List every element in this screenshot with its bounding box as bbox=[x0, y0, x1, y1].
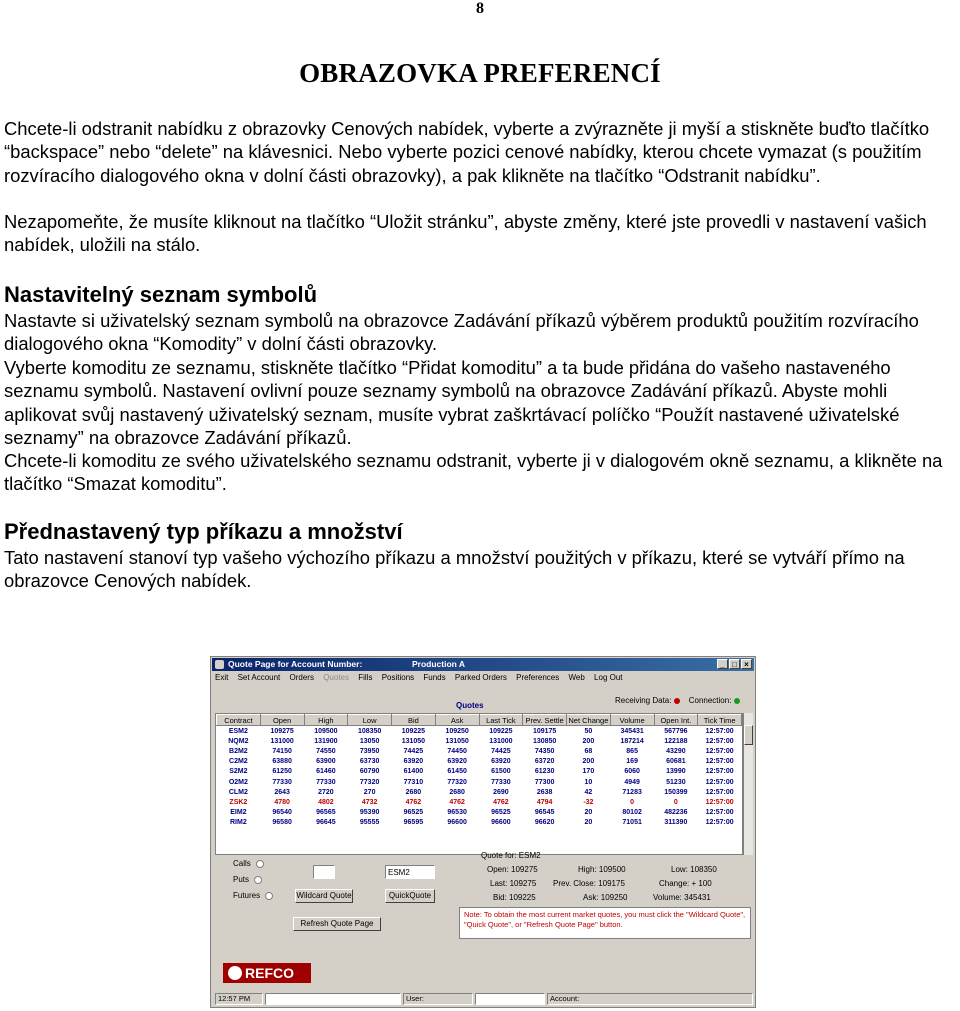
table-cell: 63720 bbox=[534, 758, 555, 766]
table-cell: 96620 bbox=[534, 819, 555, 827]
radio-calls-label: Calls bbox=[233, 859, 251, 868]
table-cell: 345431 bbox=[620, 727, 644, 735]
table-cell: 12:57:00 bbox=[705, 819, 734, 827]
table-cell: 96545 bbox=[534, 809, 555, 817]
quote-for: Quote for: ESM2 bbox=[481, 851, 541, 860]
table-cell: 96595 bbox=[403, 819, 424, 827]
table-cell: 0 bbox=[673, 798, 678, 806]
table-cell: 74425 bbox=[491, 747, 511, 755]
table-cell: 130850 bbox=[532, 737, 557, 745]
table-cell: 109500 bbox=[314, 727, 338, 735]
table-cell: 77330 bbox=[316, 778, 336, 786]
menu-log-out[interactable]: Log Out bbox=[594, 673, 623, 682]
quote-change: Change: + 100 bbox=[659, 879, 712, 888]
table-cell: 4732 bbox=[361, 798, 378, 806]
table-cell: 12:57:00 bbox=[705, 788, 734, 796]
menu-parked-orders[interactable]: Parked Orders bbox=[454, 673, 507, 682]
table-cell: 63920 bbox=[447, 758, 467, 766]
menu-bar bbox=[215, 673, 630, 684]
table-cell: 12:57:00 bbox=[705, 727, 734, 735]
table-cell: ZSK2 bbox=[229, 798, 248, 806]
table-cell: 63900 bbox=[316, 758, 336, 766]
table-cell: 200 bbox=[582, 758, 595, 766]
table-cell: 77320 bbox=[359, 778, 380, 786]
quote-last: Last: 109275 bbox=[490, 879, 537, 888]
paragraph-symbol-setup: Nastavte si uživatelský seznam symbolů na obrazovce Zadávání příkazů výběrem produktů použitím rozvíracího dialogového okna “Komodity” v dolní části obrazovky. bbox=[4, 310, 919, 355]
radio-puts-label: Puts bbox=[233, 875, 250, 884]
wildcard-quote-button[interactable]: Wildcard Quote bbox=[295, 889, 353, 903]
quote-volume: Volume: 345431 bbox=[653, 893, 711, 902]
table-cell: 2680 bbox=[405, 788, 422, 796]
table-cell: 96525 bbox=[491, 809, 511, 817]
window-icon bbox=[215, 660, 224, 669]
table-cell: 96580 bbox=[272, 819, 292, 827]
radio-futures-icon[interactable] bbox=[265, 892, 273, 900]
refco-logo-icon bbox=[228, 966, 242, 980]
table-cell: 74150 bbox=[272, 747, 292, 755]
table-cell: RIM2 bbox=[230, 819, 247, 827]
grid-header-row bbox=[217, 715, 742, 726]
table-cell: 61230 bbox=[534, 768, 555, 776]
table-cell: 10 bbox=[584, 778, 593, 786]
table-cell: 74350 bbox=[534, 747, 555, 755]
table-cell: 169 bbox=[626, 758, 638, 766]
table-cell: 74550 bbox=[316, 747, 336, 755]
page-number: 8 bbox=[476, 0, 484, 17]
heading-symbol-list: Nastavitelný seznam symbolů bbox=[4, 282, 318, 307]
table-cell: 6060 bbox=[624, 768, 640, 776]
connection-status bbox=[615, 696, 746, 705]
page-title: OBRAZOVKA PREFERENCÍ bbox=[299, 58, 661, 88]
menu-preferences[interactable]: Preferences bbox=[516, 673, 560, 682]
paragraph-save-page: Nezapomeňte, že musíte kliknout na tlačítko “Uložit stránku”, abyste změny, které jste provedli v nastavení vašich nabídek, uložili na stálo. bbox=[4, 211, 927, 256]
quote-controls bbox=[215, 851, 753, 981]
table-cell: 4949 bbox=[624, 778, 640, 786]
table-row[interactable] bbox=[217, 777, 742, 787]
table-cell: C2M2 bbox=[229, 758, 248, 766]
paragraph-order-defaults: Tato nastavení stanoví typ vašeho výchozího příkazu a množství použitých v příkazu, které se vytváří přímo na obrazovce Cenových nabídek. bbox=[4, 547, 905, 592]
table-cell: 60681 bbox=[666, 758, 686, 766]
maximize-icon[interactable]: □ bbox=[729, 659, 740, 669]
table-cell: 63920 bbox=[403, 758, 424, 766]
col-bid[interactable]: Bid bbox=[392, 715, 436, 726]
table-cell: 200 bbox=[582, 737, 595, 745]
table-cell: 77330 bbox=[491, 778, 511, 786]
col-open[interactable]: Open bbox=[260, 715, 304, 726]
table-cell: 270 bbox=[363, 788, 376, 796]
radio-puts-icon[interactable] bbox=[254, 876, 262, 884]
table-cell: 109275 bbox=[270, 727, 294, 735]
table-cell: EIM2 bbox=[230, 809, 247, 817]
status-account: Account: bbox=[547, 993, 753, 1005]
table-cell: 865 bbox=[626, 747, 638, 755]
table-cell: 60790 bbox=[359, 768, 380, 776]
quote-ask: Ask: 109250 bbox=[583, 893, 628, 902]
table-cell: 170 bbox=[582, 768, 595, 776]
table-cell: 63730 bbox=[359, 758, 380, 766]
col-low[interactable]: Low bbox=[348, 715, 392, 726]
table-row[interactable] bbox=[217, 797, 742, 807]
status-bar bbox=[215, 993, 753, 1005]
scrollbar-thumb[interactable] bbox=[744, 725, 753, 745]
table-cell: CLM2 bbox=[228, 788, 248, 796]
col-net-change[interactable]: Net Change bbox=[568, 715, 609, 725]
table-cell: 567796 bbox=[664, 727, 688, 735]
col-ask[interactable]: Ask bbox=[435, 715, 479, 726]
menu-positions[interactable]: Positions bbox=[381, 673, 415, 682]
table-cell: O2M2 bbox=[228, 778, 248, 786]
table-cell: 96540 bbox=[272, 809, 292, 817]
quickquote-button[interactable]: QuickQuote bbox=[385, 889, 435, 903]
table-row[interactable] bbox=[217, 736, 742, 746]
quote-bid: Bid: 109225 bbox=[493, 893, 536, 902]
table-cell: 13050 bbox=[359, 737, 380, 745]
table-cell: 2690 bbox=[493, 788, 509, 796]
table-cell: 12:57:00 bbox=[705, 747, 734, 755]
table-cell: 12:57:00 bbox=[705, 737, 734, 745]
table-cell: 74450 bbox=[447, 747, 467, 755]
table-cell: 2680 bbox=[449, 788, 465, 796]
window-title: Quote Page for Account Number: bbox=[228, 659, 363, 669]
table-cell: 12:57:00 bbox=[705, 798, 734, 806]
radio-futures[interactable] bbox=[233, 891, 273, 900]
table-cell: 4780 bbox=[274, 798, 290, 806]
table-row[interactable] bbox=[217, 818, 742, 828]
table-cell: 96600 bbox=[491, 819, 511, 827]
quote-low: Low: 108350 bbox=[671, 865, 717, 874]
table-cell: 311390 bbox=[664, 819, 688, 827]
table-cell: 109250 bbox=[445, 727, 469, 735]
connection-indicator-icon bbox=[734, 698, 740, 704]
table-cell: 77310 bbox=[403, 778, 424, 786]
table-cell: 42 bbox=[584, 788, 593, 796]
table-cell: 71283 bbox=[622, 788, 642, 796]
menu-fills[interactable]: Fills bbox=[358, 673, 373, 682]
table-cell: 13990 bbox=[666, 768, 686, 776]
quote-detail-panel bbox=[473, 851, 753, 905]
table-cell: 77300 bbox=[534, 778, 555, 786]
table-cell: 187214 bbox=[620, 737, 644, 745]
table-cell: 4802 bbox=[318, 798, 334, 806]
radio-puts[interactable] bbox=[233, 875, 262, 884]
status-time: 12:57 PM bbox=[215, 993, 263, 1005]
table-cell: 96600 bbox=[447, 819, 467, 827]
table-cell: 80102 bbox=[622, 809, 642, 817]
table-cell: 51230 bbox=[666, 778, 686, 786]
paragraph-add-commodity: Vyberte komoditu ze seznamu, stiskněte tlačítko “Přidat komoditu” a ta bude přidána do vašeho nastaveného seznamu symbolů. Nastavení ovlivní pouze seznamy symbolů na obrazovce Zadávání příkazů. Abyste mohli aplikovat svůj nastavený uživatelský seznam, musíte vybrat zaškrtávací políčko “Použít nastavené uživatelské seznamy” na obrazovce Zadávání příkazů. bbox=[4, 357, 900, 449]
table-cell: 12:57:00 bbox=[705, 768, 734, 776]
table-cell: NQM2 bbox=[228, 737, 249, 745]
window-account: Production A bbox=[412, 659, 466, 669]
table-cell: 63920 bbox=[491, 758, 511, 766]
table-cell: 96565 bbox=[316, 809, 336, 817]
table-cell: 2638 bbox=[536, 788, 553, 796]
table-cell: 61400 bbox=[403, 768, 424, 776]
table-cell: 95390 bbox=[359, 809, 380, 817]
minimize-icon[interactable]: _ bbox=[717, 659, 728, 669]
table-row[interactable] bbox=[217, 767, 742, 777]
table-cell: 20 bbox=[584, 819, 593, 827]
table-cell: S2M2 bbox=[229, 768, 248, 776]
table-cell: 73950 bbox=[359, 747, 380, 755]
table-cell: 20 bbox=[584, 809, 593, 817]
table-cell: 150399 bbox=[664, 788, 688, 796]
menu-orders[interactable]: Orders bbox=[289, 673, 314, 682]
quote-high: High: 109500 bbox=[578, 865, 626, 874]
table-cell: 131000 bbox=[489, 737, 513, 745]
table-row[interactable] bbox=[217, 746, 742, 756]
close-icon[interactable]: × bbox=[741, 659, 752, 669]
table-cell: 122188 bbox=[664, 737, 688, 745]
col-tick-time[interactable]: Tick Time bbox=[698, 715, 742, 726]
col-contract[interactable]: Contract bbox=[217, 715, 261, 726]
table-cell: 50 bbox=[584, 727, 593, 735]
table-cell: -32 bbox=[583, 798, 594, 806]
radio-calls-icon[interactable] bbox=[256, 860, 264, 868]
wildcard-input[interactable] bbox=[313, 865, 335, 879]
table-cell: 2720 bbox=[318, 788, 334, 796]
quote-page-screenshot bbox=[210, 656, 756, 1008]
symbol-input[interactable]: ESM2 bbox=[385, 865, 435, 879]
table-cell: 68 bbox=[584, 747, 593, 755]
table-row[interactable] bbox=[217, 787, 742, 797]
col-open-int[interactable]: Open Int. bbox=[654, 715, 698, 726]
radio-calls[interactable] bbox=[233, 859, 264, 868]
table-cell: 4762 bbox=[493, 798, 509, 806]
table-cell: 109225 bbox=[401, 727, 426, 735]
table-cell: 96530 bbox=[447, 809, 467, 817]
table-cell: 131000 bbox=[270, 737, 294, 745]
table-row[interactable] bbox=[217, 808, 742, 818]
table-cell: 74425 bbox=[403, 747, 424, 755]
table-cell: 12:57:00 bbox=[705, 778, 734, 786]
paragraph-delete-commodity: Chcete-li komoditu ze svého uživatelského seznamu odstranit, vyberte ji v dialogovém okně seznamu, a klikněte na tlačítko “Smazat komoditu”. bbox=[4, 450, 943, 495]
table-cell: 43290 bbox=[666, 747, 686, 755]
table-cell: 96645 bbox=[316, 819, 336, 827]
refresh-quote-page-button[interactable]: Refresh Quote Page bbox=[293, 917, 381, 931]
quote-open: Open: 109275 bbox=[487, 865, 538, 874]
table-cell: 61450 bbox=[447, 768, 467, 776]
col-volume[interactable]: Volume bbox=[610, 715, 654, 726]
table-cell: 77320 bbox=[447, 778, 467, 786]
refco-logo-text: REFCO bbox=[245, 965, 294, 981]
table-cell: 109225 bbox=[489, 727, 513, 735]
radio-futures-label: Futures bbox=[233, 891, 261, 900]
table-cell: 71051 bbox=[622, 819, 642, 827]
table-cell: 61460 bbox=[316, 768, 336, 776]
table-cell: 2643 bbox=[274, 788, 290, 796]
col-high[interactable]: High bbox=[304, 715, 348, 726]
table-cell: 4762 bbox=[449, 798, 465, 806]
table-cell: 0 bbox=[630, 798, 635, 806]
menu-funds[interactable]: Funds bbox=[423, 673, 446, 682]
table-cell: 109175 bbox=[532, 727, 557, 735]
heading-order-defaults: Přednastavený typ příkazu a množství bbox=[4, 519, 403, 544]
table-cell: 108350 bbox=[357, 727, 382, 735]
menu-exit[interactable]: Exit bbox=[215, 673, 229, 682]
col-last-tick[interactable]: Last Tick bbox=[479, 715, 523, 726]
table-cell: 96525 bbox=[403, 809, 424, 817]
table-cell: B2M2 bbox=[229, 747, 248, 755]
table-row[interactable] bbox=[217, 726, 742, 737]
table-cell: 131050 bbox=[445, 737, 469, 745]
table-cell: 131050 bbox=[401, 737, 426, 745]
refresh-note: Note: To obtain the most current market quotes, you must click the "Wildcard Quote", "Quick Quote", or "Refresh Quote Page" button. bbox=[459, 907, 751, 939]
quote-prev-close: Prev. Close: 109175 bbox=[553, 879, 625, 888]
status-user-value bbox=[475, 993, 545, 1005]
col-prev-settle[interactable]: Prev. Settle bbox=[523, 715, 567, 726]
quotes-heading: Quotes bbox=[456, 701, 484, 710]
quotes-grid bbox=[215, 713, 743, 855]
table-cell: 95555 bbox=[359, 819, 380, 827]
table-cell: 61500 bbox=[491, 768, 511, 776]
table-cell: 482236 bbox=[664, 809, 688, 817]
status-message bbox=[265, 993, 401, 1005]
receiving-label: Receiving Data: bbox=[615, 696, 672, 705]
table-cell: 63880 bbox=[272, 758, 292, 766]
menu-quotes[interactable]: Quotes bbox=[323, 673, 349, 682]
table-cell: 131900 bbox=[314, 737, 338, 745]
grid-body bbox=[217, 726, 742, 828]
table-cell: 4762 bbox=[405, 798, 422, 806]
grid-scrollbar[interactable] bbox=[743, 713, 753, 855]
table-cell: 4794 bbox=[536, 798, 553, 806]
menu-set-account[interactable]: Set Account bbox=[237, 673, 281, 682]
table-cell: 77330 bbox=[272, 778, 292, 786]
paragraph-remove-quote: Chcete-li odstranit nabídku z obrazovky Cenových nabídek, vyberte a zvýrazněte ji myší a stiskněte buďto tlačítko “backspace” nebo “delete” na klávesnici. Nebo vyberte pozici cenové nabídky, kterou chcete vymazat (s použitím rozvíracího dialogového okna v dolní části obrazovky), a pak klikněte na tlačítko “Odstranit nabídku”. bbox=[4, 118, 930, 186]
table-cell: 12:57:00 bbox=[705, 809, 734, 817]
connection-label: Connection: bbox=[688, 696, 732, 705]
refco-logo bbox=[223, 963, 311, 983]
table-cell: 61250 bbox=[272, 768, 292, 776]
table-cell: ESM2 bbox=[228, 727, 248, 735]
window-titlebar bbox=[212, 658, 754, 671]
table-row[interactable] bbox=[217, 757, 742, 767]
receiving-indicator-icon bbox=[674, 698, 680, 704]
menu-web[interactable]: Web bbox=[568, 673, 585, 682]
table-cell: 12:57:00 bbox=[705, 758, 734, 766]
status-user: User: bbox=[403, 993, 473, 1005]
